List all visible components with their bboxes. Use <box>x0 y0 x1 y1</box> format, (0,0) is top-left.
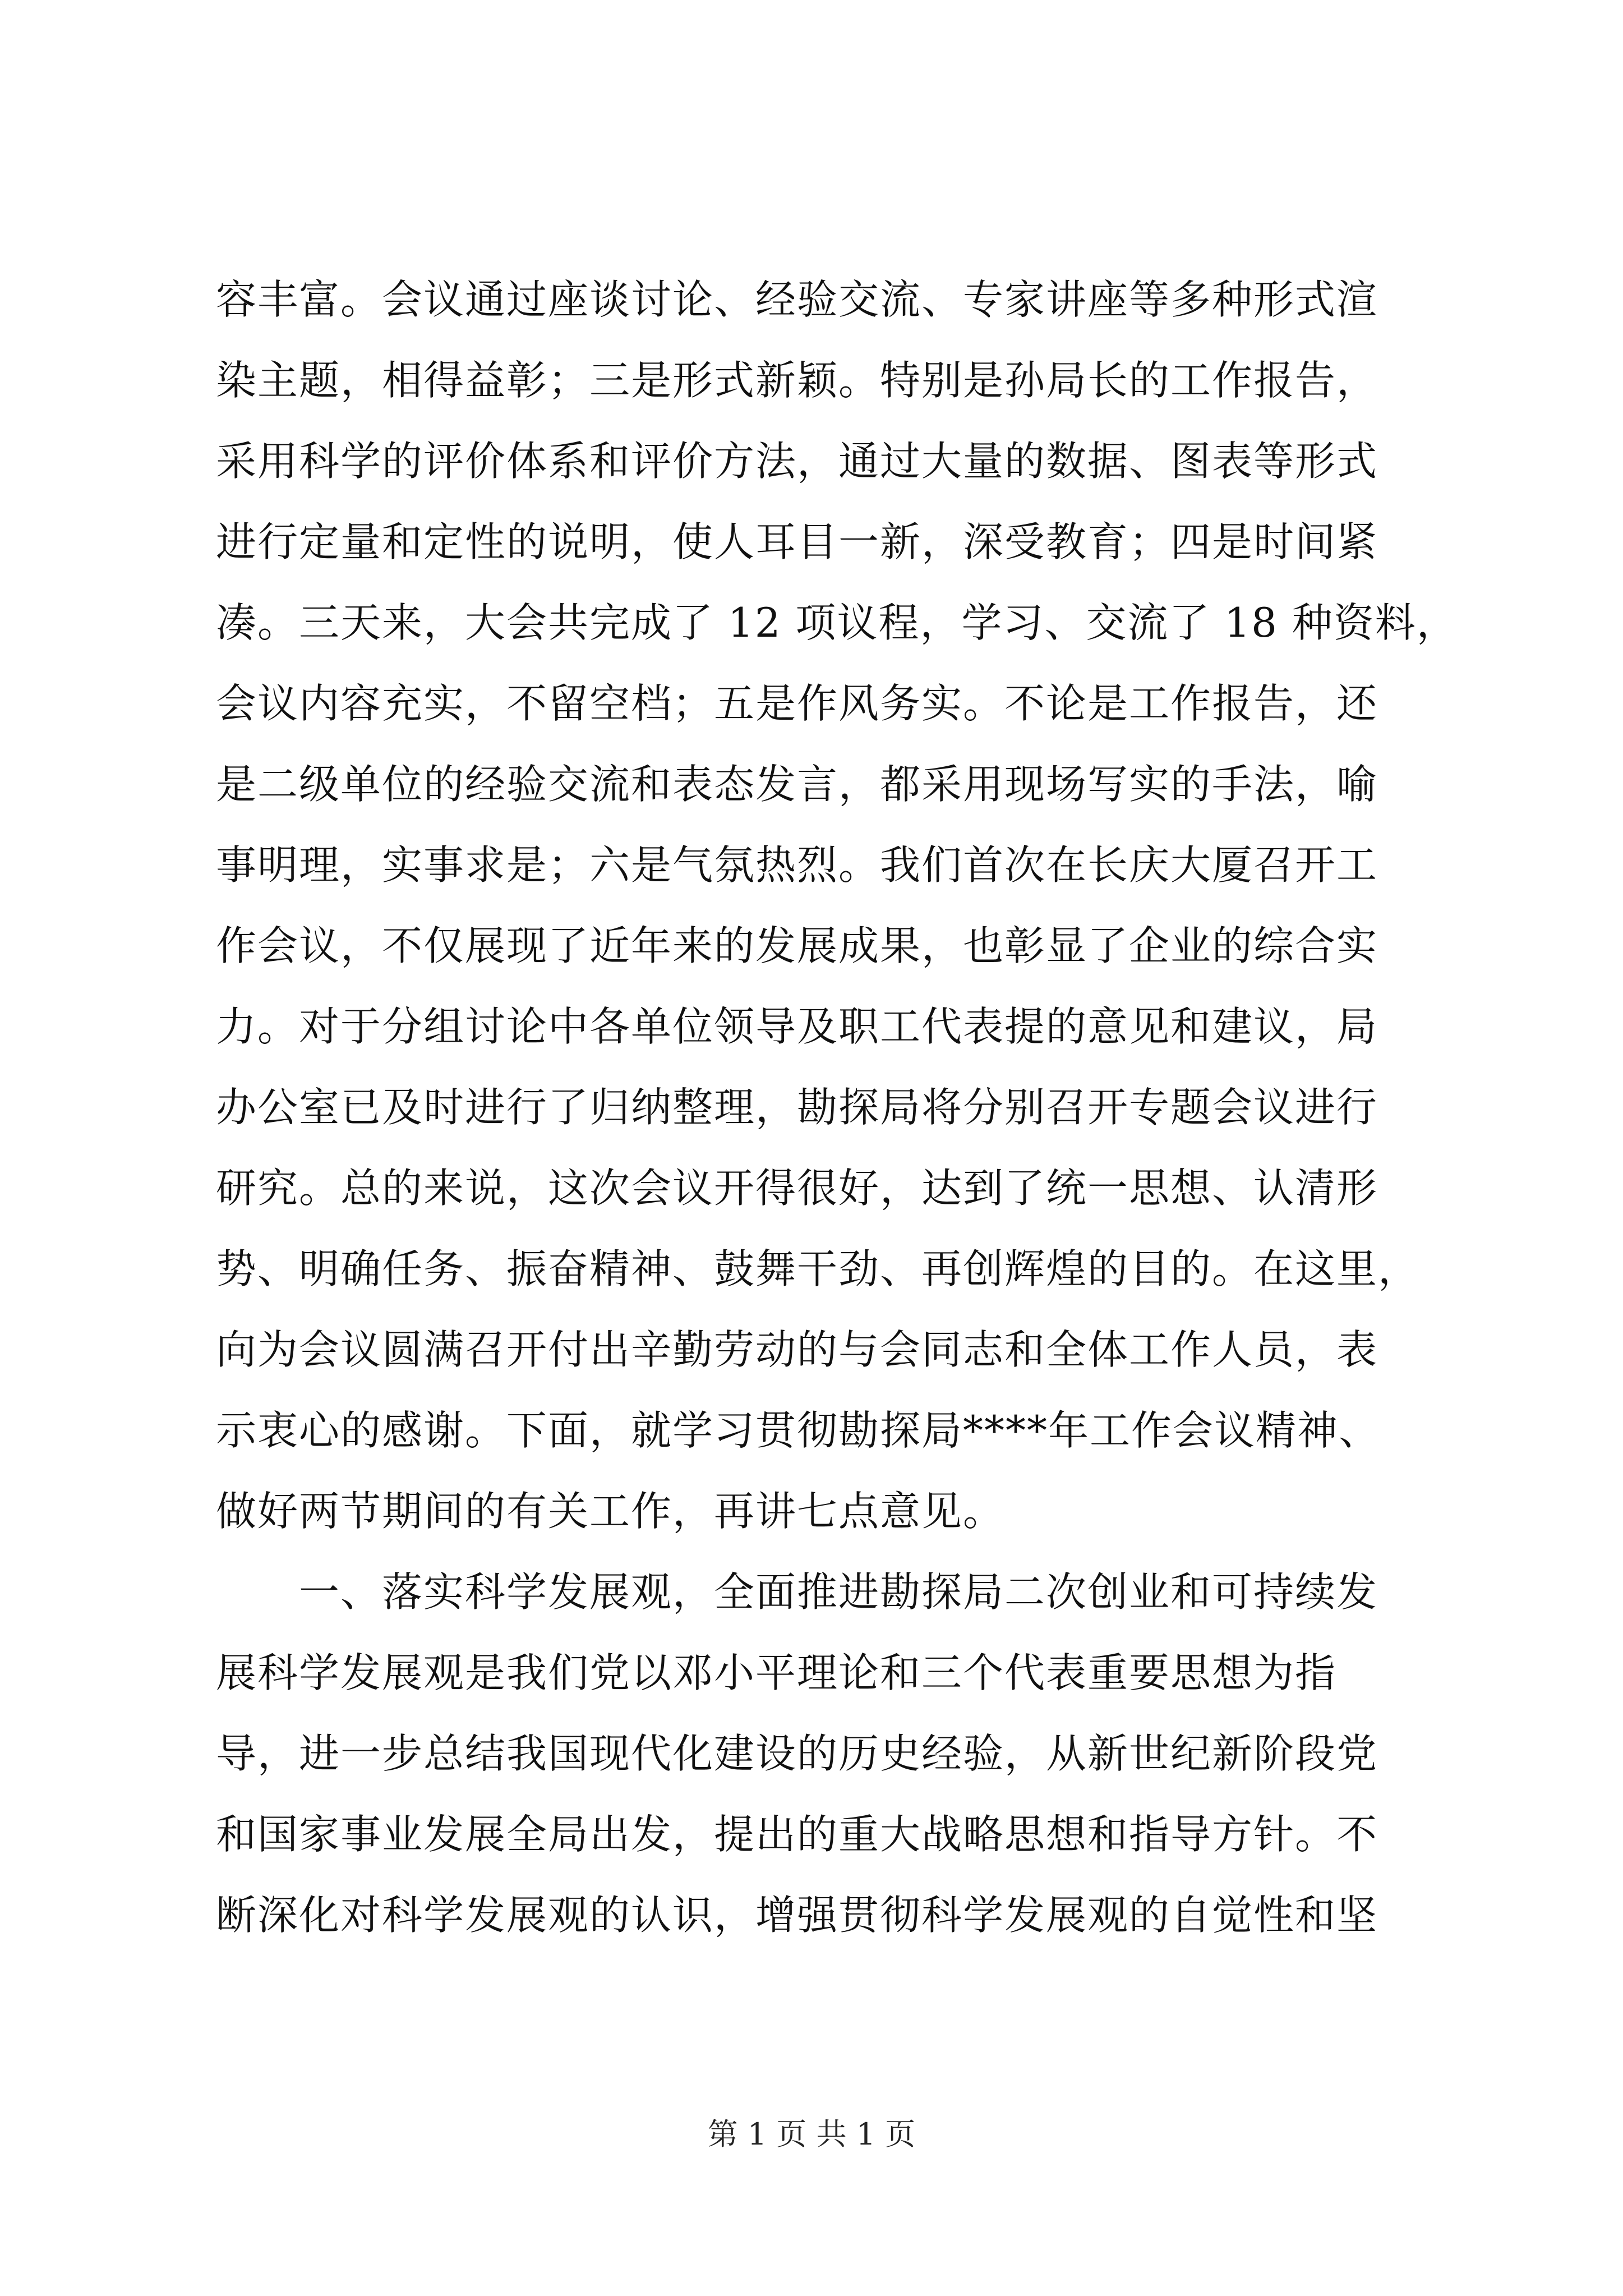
text-line: 采用科学的评价体系和评价方法，通过大量的数据、图表等形式 <box>216 438 1378 485</box>
text-line: 做好两节期间的有关工作，再讲七点意见。 <box>216 1488 1005 1535</box>
text-line: 作会议，不仅展现了近年来的发展成果，也彰显了企业的综合实 <box>216 922 1378 969</box>
text-line: 力。对于分组讨论中各单位领导及职工代表提的意见和建议，局 <box>216 1003 1378 1050</box>
text-line: 向为会议圆满召开付出辛勤劳动的与会同志和全体工作人员，表 <box>216 1326 1378 1373</box>
text-line: 会议内容充实，不留空档；五是作风务实。不论是工作报告，还 <box>216 680 1378 727</box>
text-line: 势、明确任务、振奋精神、鼓舞干劲、再创辉煌的目的。在这里， <box>216 1245 1420 1292</box>
text-line: 事明理，实事求是；六是气氛热烈。我们首次在长庆大厦召开工 <box>216 841 1378 889</box>
text-line: 示衷心的感谢。下面，就学习贯彻勘探局****年工作会议精神、 <box>216 1407 1381 1454</box>
text-line: 一、落实科学发展观，全面推进勘探局二次创业和可持续发 <box>216 1568 1378 1616</box>
page-footer <box>0 2115 1623 2154</box>
text-line: 和国家事业发展全局出发，提出的重大战略思想和指导方针。不 <box>216 1811 1378 1858</box>
text-line: 凑。三天来，大会共完成了 12 项议程，学习、交流了 18 种资料， <box>216 599 1458 646</box>
body-text <box>216 259 1458 1955</box>
text-line: 断深化对科学发展观的认识，增强贯彻科学发展观的自觉性和坚 <box>216 1892 1378 1939</box>
text-line: 染主题，相得益彰；三是形式新颖。特别是孙局长的工作报告， <box>216 357 1378 404</box>
text-line: 进行定量和定性的说明，使人耳目一新，深受教育；四是时间紧 <box>216 518 1378 565</box>
page-number: 第 1 页 共 1 页 <box>707 2116 916 2152</box>
text-line: 研究。总的来说，这次会议开得很好，达到了统一思想、认清形 <box>216 1165 1378 1212</box>
text-line: 办公室已及时进行了归纳整理，勘探局将分别召开专题会议进行 <box>216 1084 1378 1131</box>
text-line: 容丰富。会议通过座谈讨论、经验交流、专家讲座等多种形式渲 <box>216 276 1378 323</box>
text-line: 展科学发展观是我们党以邓小平理论和三个代表重要思想为指 <box>216 1649 1337 1696</box>
text-line: 导，进一步总结我国现代化建设的历史经验，从新世纪新阶段党 <box>216 1730 1378 1777</box>
text-line: 是二级单位的经验交流和表态发言，都采用现场写实的手法，喻 <box>216 761 1378 808</box>
